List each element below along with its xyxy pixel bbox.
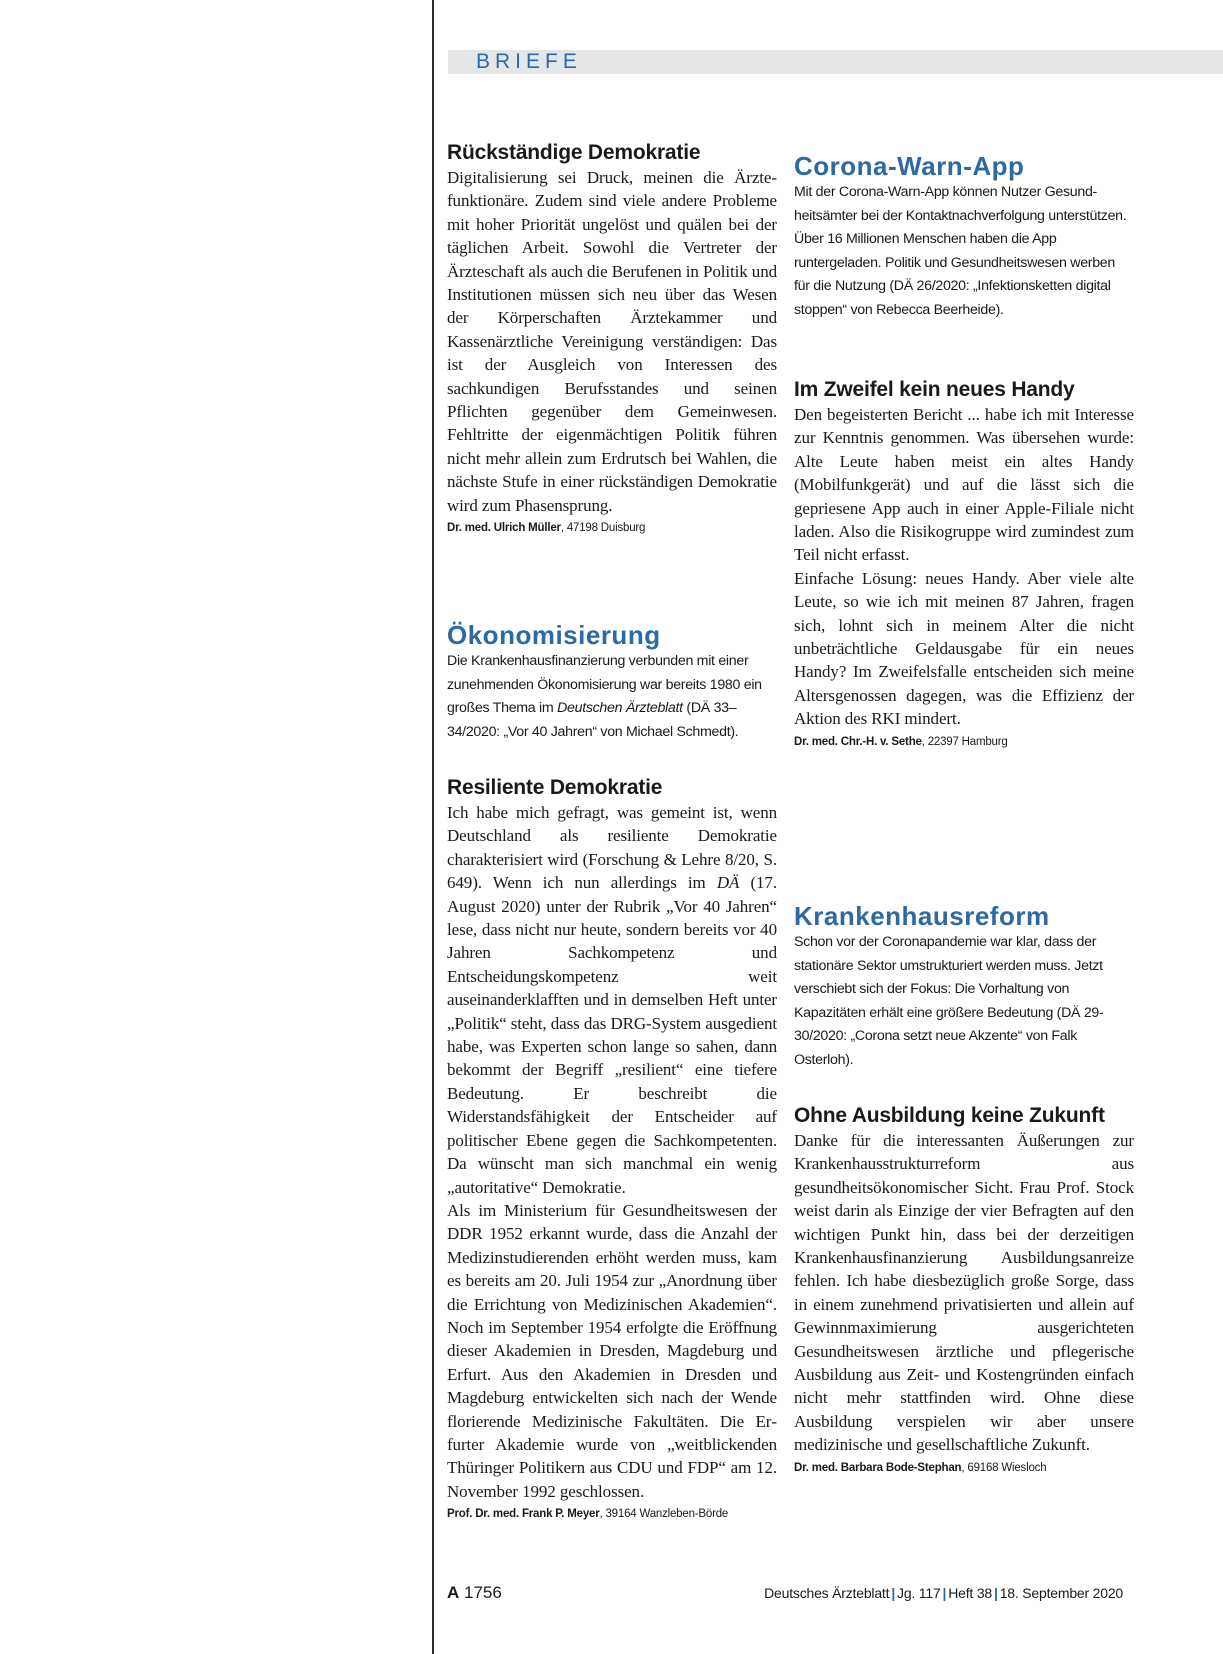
letter-body: Den begeisterten Bericht ... habe ich mit Interesse zur Kenntnis genommen. Was übersehen wurde: Alte Leute haben meist ein altes Handy (Mobilfunkgerät) und auf die lässt sich die gepriesene App auch in einer Apple-Filiale nicht laden. Also die Risikogruppe wird zumindest zum Teil nicht erfasst. (794, 405, 1134, 565)
section-label: BRIEFE (476, 50, 582, 73)
topic-intro (447, 650, 777, 744)
author-name: Dr. med. Chr.-H. v. Sethe (794, 735, 922, 748)
author-place: , 39164 Wanzleben-Börde (599, 1508, 729, 1521)
journal-issue: Heft 38 (948, 1585, 992, 1601)
author-place: , 69168 Wiesloch (961, 1461, 1047, 1474)
topic-title: Ökonomisierung (447, 620, 661, 650)
author-name: Dr. med. Barbara Bode-Stephan (794, 1461, 962, 1474)
topic-intro: Schon vor der Coronapandemie war klar, dass der stationäre Sektor umstrukturiert werden muss. Jetzt verschiebt sich der Fokus: Die Vorhaltung von Kapazitäten erhält eine größere Bedeutung (DÄ 29-30/2020: „Corona setzt neue Akzente“ von Falk Osterloh). (794, 934, 1104, 1068)
letter-body-paragraph-2: Als im Ministerium für Gesundheitswesen der DDR 1952 erkannt wurde, dass die Anzahl der Medizinstudierenden erhöht werden muss, kam es bereits am 20. Juli 1954 zur „Anordnung über die Errichtung von Medizinischen Akademien“. Noch im September 1954 erfolgte die Eröffnung dieser Akademien in Dresden, Magdeburg und Erfurt. Aus den Akademien in Dresden und Magdeburg entwickelten sich nach der Wende florierende Medizinische Fakultäten. Die Erfurter Akademie wurde von „weitblickenden Thüringer Politikern aus CDU und FDP“ am 12. November 1992 geschlossen. (447, 1200, 777, 1501)
topic-corona-warn-app (794, 151, 1134, 322)
letter-signature (794, 733, 1134, 751)
footer-separator: | (942, 1585, 947, 1601)
letter-rueckstaendige-demokratie (447, 139, 777, 537)
letter-body-paragraph-2: Einfache Lösung: neues Handy. Aber viele alte Leute, so wie ich mit meinen 87 Jahren, fragen sich, lohnt sich in meinem Alter die nicht unbeträchtliche Geldausgabe für ein neues Handy? Im Zweifelsfalle entscheiden sich meine Altersgenossen dagegen, was die Effizienz der Aktion des RKI mindert. (794, 568, 1134, 729)
page-prefix: A (447, 1583, 460, 1602)
letter-signature (447, 1505, 777, 1523)
topic-krankenhausreform (794, 901, 1134, 1072)
footer-separator: | (891, 1585, 896, 1601)
letter-body: Digitalisierung sei Druck, meinen die Ärztefunktionäre. Zudem sind viele andere Probleme mit hoher Priorität ungelöst und quälen bei der täglichen Arbeit. Sowohl die Vertreter der Ärzteschaft als auch die Berufenen in Politik und Institutionen müssen sich neu über das Wesen der Körperschaften Ärztekammer und Kassenärztliche Vereinigung verständigen: Das ist der Ausgleich von Interessen des sachkundigen Berufsstandes und seinen Pflichten gegenüber dem Gemeinwesen. Fehltritte der eigenmächtigen Politik führen nicht mehr allein zum Erdrutsch bei Wahlen, die nächste Stufe in einer rückständigen Demokratie wird zum Phasensprung. (447, 168, 777, 515)
journal-footer (764, 1585, 1123, 1601)
column-divider-line (432, 0, 434, 1654)
topic-oekonomisierung (447, 620, 777, 744)
topic-intro-text-2: (DÄ 33–34/2020: „Vor 40 Jahren“ von Michael Schmedt). (447, 700, 739, 740)
journal-volume: Jg. 117 (897, 1585, 941, 1601)
journal-date: 18. September 2020 (999, 1585, 1123, 1601)
letter-body-text-2: (17. August 2020) unter der Rubrik „Vor 40 Jahren“ lese, dass nicht nur heute, sondern bereits vor 40 Jahren Sachkompetenz und Entscheidungskompetenz weit auseinanderklafften und in demselben Heft unter „Politik“ steht, dass das DRG-System ausgedient habe, was Experten schon lange so sahen, dann bekommt der Begriff „resilient“ eine tiefere Bedeutung. Er beschreibt die Widerstandsfähigkeit der Entscheider auf politischer Ebene gegen die Sachkompetenten. Da wünscht man sich manchmal ein wenig „autoritative“ Demokratie. (447, 873, 777, 1197)
journal-name: Deutsches Ärzteblatt (764, 1585, 890, 1601)
letter-ohne-ausbildung-keine-zukunft (794, 1102, 1134, 1477)
page-number (447, 1583, 502, 1603)
letter-title: Im Zweifel kein neues Handy (794, 378, 1075, 401)
letter-title: Resiliente Demokratie (447, 776, 663, 799)
author-place: , 47198 Duisburg (560, 522, 646, 535)
letter-im-zweifel-kein-neues-handy (794, 376, 1134, 751)
page-number-value: 1756 (459, 1583, 502, 1602)
letter-resiliente-demokratie (447, 774, 777, 1523)
footer-separator: | (994, 1585, 998, 1601)
author-place: , 22397 Hamburg (921, 735, 1008, 748)
topic-intro-italic: Deutschen Ärzteblatt (557, 700, 683, 716)
letter-body (447, 801, 777, 1199)
topic-intro: Mit der Corona-Warn-App können Nutzer Gesundheitsämter bei der Kontaktnachverfolgung unterstützen. Über 16 Millionen Menschen haben die App runtergeladen. Politik und Gesundheitswesen werben für die Nutzung (DÄ 26/2020: „Infektionsketten digital stoppen“ von Rebecca Beerheide). (794, 184, 1127, 318)
topic-title: Corona-Warn-App (794, 151, 1025, 181)
letter-title: Ohne Ausbildung keine Zukunft (794, 1104, 1105, 1127)
letter-body-text: Ich habe mich gefragt, was gemeint ist, wenn Deutschland als resiliente Demokratie charakterisiert wird (Forschung & Lehre 8/20, S. 649). Wenn ich nun allerdings im (447, 803, 777, 893)
letter-title: Rückständige Demokratie (447, 141, 701, 164)
topic-title: Krankenhausreform (794, 901, 1050, 931)
letter-body: Danke für die interessanten Äußerungen zur Krankenhausstrukturreform aus gesundheitsökonomischer Sicht. Frau Prof. Stock weist darin als Einzige der vier Befragten auf den wichtigen Punkt hin, dass bei der derzeitigen Krankenhausfinanzierung Ausbildungsanreize fehlen. Ich habe diesbezüglich große Sorge, dass in einem zunehmend privatisierten und allein auf Gewinnmaximierung ausgerichteten Gesundheitswesen ärztliche und pflegerische Ausbildung aus Zeit- und Kostengründen einfach nicht mehr stattfinden wird. Ohne diese Ausbildung verspielen wir aber unsere medizinische und gesellschaftliche Zukunft. (794, 1131, 1134, 1455)
letter-body-italic: DÄ (716, 873, 740, 893)
letter-signature (794, 1459, 1134, 1477)
author-name: Prof. Dr. med. Frank P. Meyer (447, 1508, 600, 1521)
topic-intro-text: Die Krankenhausfinanzierung verbunden mit einer zunehmenden Ökonomisierung war bereits 1980 ein großes Thema im (447, 653, 762, 716)
author-name: Dr. med. Ulrich Müller (447, 522, 561, 535)
letter-signature (447, 519, 777, 537)
